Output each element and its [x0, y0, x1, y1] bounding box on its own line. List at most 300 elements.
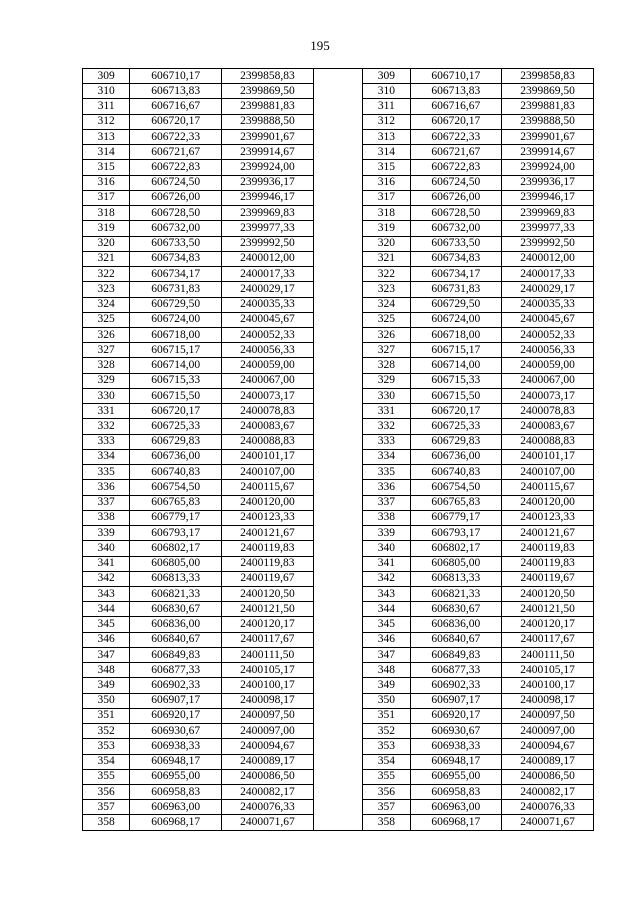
left-x-coordinate-cell: 606713,83: [130, 84, 222, 99]
column-gap: [313, 190, 362, 205]
table-row: [83, 510, 594, 525]
right-y-coordinate-cell: 2400105,17: [502, 663, 594, 678]
left-point-number-cell: 325: [83, 312, 130, 327]
left-x-coordinate-cell: 606729,83: [130, 434, 222, 449]
right-y-coordinate-cell: 2400083,67: [502, 419, 594, 434]
right-x-coordinate-cell: 606930,67: [410, 724, 502, 739]
table-row: [83, 495, 594, 510]
right-point-number-cell: 321: [363, 251, 410, 266]
left-x-coordinate-cell: 606840,67: [130, 632, 222, 647]
table-row: [83, 785, 594, 800]
right-x-coordinate-cell: 606728,50: [410, 206, 502, 221]
right-y-coordinate-cell: 2400121,67: [502, 526, 594, 541]
right-point-number-cell: 350: [363, 693, 410, 708]
column-gap: [313, 99, 362, 114]
left-y-coordinate-cell: 2400012,00: [222, 251, 314, 266]
right-y-coordinate-cell: 2399869,50: [502, 84, 594, 99]
left-point-number-cell: 330: [83, 388, 130, 403]
column-gap: [313, 312, 362, 327]
right-y-coordinate-cell: 2400094,67: [502, 739, 594, 754]
table-row: [83, 145, 594, 160]
column-gap: [313, 404, 362, 419]
column-gap: [313, 510, 362, 525]
table-row: [83, 617, 594, 632]
right-y-coordinate-cell: 2399924,00: [502, 160, 594, 175]
left-y-coordinate-cell: 2400097,50: [222, 708, 314, 723]
left-point-number-cell: 320: [83, 236, 130, 251]
left-point-number-cell: 355: [83, 769, 130, 784]
right-point-number-cell: 351: [363, 708, 410, 723]
left-point-number-cell: 338: [83, 510, 130, 525]
left-x-coordinate-cell: 606715,17: [130, 343, 222, 358]
left-point-number-cell: 326: [83, 327, 130, 342]
right-x-coordinate-cell: 606720,17: [410, 404, 502, 419]
table-row: [83, 99, 594, 114]
left-y-coordinate-cell: 2400101,17: [222, 449, 314, 464]
table-row: [83, 327, 594, 342]
left-point-number-cell: 324: [83, 297, 130, 312]
left-y-coordinate-cell: 2399936,17: [222, 175, 314, 190]
left-y-coordinate-cell: 2400052,33: [222, 327, 314, 342]
column-gap: [313, 617, 362, 632]
table-row: [83, 175, 594, 190]
right-x-coordinate-cell: 606721,67: [410, 145, 502, 160]
right-point-number-cell: 354: [363, 754, 410, 769]
left-y-coordinate-cell: 2399888,50: [222, 114, 314, 129]
left-x-coordinate-cell: 606720,17: [130, 114, 222, 129]
left-y-coordinate-cell: 2400086,50: [222, 769, 314, 784]
table-row: [83, 739, 594, 754]
right-x-coordinate-cell: 606955,00: [410, 769, 502, 784]
left-y-coordinate-cell: 2400121,67: [222, 526, 314, 541]
right-point-number-cell: 348: [363, 663, 410, 678]
left-point-number-cell: 316: [83, 175, 130, 190]
left-y-coordinate-cell: 2400100,17: [222, 678, 314, 693]
table-row: [83, 800, 594, 815]
left-point-number-cell: 346: [83, 632, 130, 647]
table-row: [83, 556, 594, 571]
left-y-coordinate-cell: 2400035,33: [222, 297, 314, 312]
right-y-coordinate-cell: 2399977,33: [502, 221, 594, 236]
left-y-coordinate-cell: 2400120,17: [222, 617, 314, 632]
right-x-coordinate-cell: 606813,33: [410, 571, 502, 586]
left-point-number-cell: 350: [83, 693, 130, 708]
left-y-coordinate-cell: 2400097,00: [222, 724, 314, 739]
left-x-coordinate-cell: 606734,17: [130, 267, 222, 282]
right-x-coordinate-cell: 606710,17: [410, 69, 502, 84]
left-y-coordinate-cell: 2399977,33: [222, 221, 314, 236]
right-x-coordinate-cell: 606724,00: [410, 312, 502, 327]
right-point-number-cell: 312: [363, 114, 410, 129]
left-y-coordinate-cell: 2399924,00: [222, 160, 314, 175]
table-row: [83, 358, 594, 373]
left-y-coordinate-cell: 2399946,17: [222, 190, 314, 205]
right-y-coordinate-cell: 2400097,50: [502, 708, 594, 723]
right-y-coordinate-cell: 2400117,67: [502, 632, 594, 647]
right-x-coordinate-cell: 606948,17: [410, 754, 502, 769]
left-x-coordinate-cell: 606733,50: [130, 236, 222, 251]
left-y-coordinate-cell: 2399858,83: [222, 69, 314, 84]
right-y-coordinate-cell: 2400120,00: [502, 495, 594, 510]
left-x-coordinate-cell: 606726,00: [130, 190, 222, 205]
left-y-coordinate-cell: 2400107,00: [222, 465, 314, 480]
table-row: [83, 343, 594, 358]
right-y-coordinate-cell: 2400078,83: [502, 404, 594, 419]
right-point-number-cell: 353: [363, 739, 410, 754]
right-y-coordinate-cell: 2399888,50: [502, 114, 594, 129]
left-y-coordinate-cell: 2400071,67: [222, 815, 314, 830]
right-point-number-cell: 323: [363, 282, 410, 297]
right-x-coordinate-cell: 606830,67: [410, 602, 502, 617]
right-y-coordinate-cell: 2400045,67: [502, 312, 594, 327]
right-point-number-cell: 324: [363, 297, 410, 312]
left-point-number-cell: 354: [83, 754, 130, 769]
column-gap: [313, 495, 362, 510]
left-x-coordinate-cell: 606938,33: [130, 739, 222, 754]
column-gap: [313, 541, 362, 556]
left-y-coordinate-cell: 2400017,33: [222, 267, 314, 282]
left-y-coordinate-cell: 2400083,67: [222, 419, 314, 434]
right-y-coordinate-cell: 2400121,50: [502, 602, 594, 617]
right-x-coordinate-cell: 606877,33: [410, 663, 502, 678]
table-row: [83, 221, 594, 236]
column-gap: [313, 251, 362, 266]
left-x-coordinate-cell: 606721,67: [130, 145, 222, 160]
right-y-coordinate-cell: 2399969,83: [502, 206, 594, 221]
table-row: [83, 480, 594, 495]
right-x-coordinate-cell: 606713,83: [410, 84, 502, 99]
right-x-coordinate-cell: 606722,33: [410, 129, 502, 144]
table-row: [83, 815, 594, 830]
right-y-coordinate-cell: 2400120,50: [502, 586, 594, 601]
right-point-number-cell: 339: [363, 526, 410, 541]
table-row: [83, 160, 594, 175]
right-x-coordinate-cell: 606902,33: [410, 678, 502, 693]
right-point-number-cell: 338: [363, 510, 410, 525]
right-point-number-cell: 311: [363, 99, 410, 114]
right-y-coordinate-cell: 2400101,17: [502, 449, 594, 464]
left-x-coordinate-cell: 606710,17: [130, 69, 222, 84]
right-point-number-cell: 333: [363, 434, 410, 449]
left-x-coordinate-cell: 606849,83: [130, 647, 222, 662]
right-y-coordinate-cell: 2400056,33: [502, 343, 594, 358]
left-y-coordinate-cell: 2400121,50: [222, 602, 314, 617]
left-y-coordinate-cell: 2399914,67: [222, 145, 314, 160]
left-y-coordinate-cell: 2400073,17: [222, 388, 314, 403]
left-x-coordinate-cell: 606728,50: [130, 206, 222, 221]
right-point-number-cell: 313: [363, 129, 410, 144]
right-x-coordinate-cell: 606938,33: [410, 739, 502, 754]
table-row: [83, 693, 594, 708]
left-x-coordinate-cell: 606740,83: [130, 465, 222, 480]
right-y-coordinate-cell: 2400052,33: [502, 327, 594, 342]
left-y-coordinate-cell: 2400115,67: [222, 480, 314, 495]
right-point-number-cell: 319: [363, 221, 410, 236]
left-point-number-cell: 340: [83, 541, 130, 556]
page-number: 195: [310, 38, 330, 53]
column-gap: [313, 221, 362, 236]
left-x-coordinate-cell: 606731,83: [130, 282, 222, 297]
table-row: [83, 647, 594, 662]
column-gap: [313, 206, 362, 221]
right-point-number-cell: 322: [363, 267, 410, 282]
left-point-number-cell: 318: [83, 206, 130, 221]
left-y-coordinate-cell: 2400094,67: [222, 739, 314, 754]
table-row: [83, 586, 594, 601]
left-y-coordinate-cell: 2400120,50: [222, 586, 314, 601]
left-point-number-cell: 351: [83, 708, 130, 723]
right-y-coordinate-cell: 2400076,33: [502, 800, 594, 815]
right-point-number-cell: 347: [363, 647, 410, 662]
right-x-coordinate-cell: 606720,17: [410, 114, 502, 129]
left-y-coordinate-cell: 2399969,83: [222, 206, 314, 221]
left-x-coordinate-cell: 606779,17: [130, 510, 222, 525]
left-x-coordinate-cell: 606963,00: [130, 800, 222, 815]
left-x-coordinate-cell: 606722,33: [130, 129, 222, 144]
right-point-number-cell: 330: [363, 388, 410, 403]
right-y-coordinate-cell: 2400107,00: [502, 465, 594, 480]
table-row: [83, 206, 594, 221]
left-x-coordinate-cell: 606877,33: [130, 663, 222, 678]
column-gap: [313, 754, 362, 769]
right-x-coordinate-cell: 606821,33: [410, 586, 502, 601]
left-point-number-cell: 349: [83, 678, 130, 693]
left-y-coordinate-cell: 2400105,17: [222, 663, 314, 678]
left-y-coordinate-cell: 2400119,83: [222, 541, 314, 556]
table-row: [83, 282, 594, 297]
right-x-coordinate-cell: 606779,17: [410, 510, 502, 525]
left-x-coordinate-cell: 606948,17: [130, 754, 222, 769]
left-point-number-cell: 319: [83, 221, 130, 236]
left-x-coordinate-cell: 606734,83: [130, 251, 222, 266]
right-y-coordinate-cell: 2399936,17: [502, 175, 594, 190]
left-point-number-cell: 344: [83, 602, 130, 617]
table-row: [83, 251, 594, 266]
column-gap: [313, 571, 362, 586]
right-x-coordinate-cell: 606836,00: [410, 617, 502, 632]
column-gap: [313, 327, 362, 342]
left-x-coordinate-cell: 606715,50: [130, 388, 222, 403]
left-point-number-cell: 327: [83, 343, 130, 358]
right-y-coordinate-cell: 2400089,17: [502, 754, 594, 769]
column-gap: [313, 373, 362, 388]
left-point-number-cell: 348: [83, 663, 130, 678]
left-x-coordinate-cell: 606714,00: [130, 358, 222, 373]
right-x-coordinate-cell: 606729,83: [410, 434, 502, 449]
left-y-coordinate-cell: 2400029,17: [222, 282, 314, 297]
left-y-coordinate-cell: 2400059,00: [222, 358, 314, 373]
table-row: [83, 769, 594, 784]
column-gap: [313, 434, 362, 449]
left-point-number-cell: 352: [83, 724, 130, 739]
right-point-number-cell: 317: [363, 190, 410, 205]
column-gap: [313, 602, 362, 617]
left-y-coordinate-cell: 2400089,17: [222, 754, 314, 769]
left-y-coordinate-cell: 2400067,00: [222, 373, 314, 388]
right-x-coordinate-cell: 606724,50: [410, 175, 502, 190]
table-row: [83, 388, 594, 403]
table-row: [83, 465, 594, 480]
right-x-coordinate-cell: 606802,17: [410, 541, 502, 556]
column-gap: [313, 632, 362, 647]
right-x-coordinate-cell: 606733,50: [410, 236, 502, 251]
left-x-coordinate-cell: 606836,00: [130, 617, 222, 632]
left-x-coordinate-cell: 606722,83: [130, 160, 222, 175]
column-gap: [313, 785, 362, 800]
right-x-coordinate-cell: 606740,83: [410, 465, 502, 480]
left-point-number-cell: 335: [83, 465, 130, 480]
left-y-coordinate-cell: 2400098,17: [222, 693, 314, 708]
right-y-coordinate-cell: 2400120,17: [502, 617, 594, 632]
right-x-coordinate-cell: 606920,17: [410, 708, 502, 723]
right-y-coordinate-cell: 2400071,67: [502, 815, 594, 830]
right-point-number-cell: 355: [363, 769, 410, 784]
right-point-number-cell: 314: [363, 145, 410, 160]
column-gap: [313, 419, 362, 434]
table-row: [83, 678, 594, 693]
right-x-coordinate-cell: 606715,17: [410, 343, 502, 358]
right-x-coordinate-cell: 606793,17: [410, 526, 502, 541]
right-y-coordinate-cell: 2400098,17: [502, 693, 594, 708]
right-point-number-cell: 342: [363, 571, 410, 586]
right-x-coordinate-cell: 606907,17: [410, 693, 502, 708]
column-gap: [313, 708, 362, 723]
left-point-number-cell: 317: [83, 190, 130, 205]
right-y-coordinate-cell: 2400073,17: [502, 388, 594, 403]
right-x-coordinate-cell: 606718,00: [410, 327, 502, 342]
left-x-coordinate-cell: 606720,17: [130, 404, 222, 419]
right-x-coordinate-cell: 606722,83: [410, 160, 502, 175]
left-x-coordinate-cell: 606958,83: [130, 785, 222, 800]
right-point-number-cell: 352: [363, 724, 410, 739]
left-point-number-cell: 357: [83, 800, 130, 815]
left-x-coordinate-cell: 606902,33: [130, 678, 222, 693]
right-x-coordinate-cell: 606729,50: [410, 297, 502, 312]
left-point-number-cell: 310: [83, 84, 130, 99]
coordinates-table-body: [83, 69, 594, 831]
right-point-number-cell: 343: [363, 586, 410, 601]
left-point-number-cell: 309: [83, 69, 130, 84]
column-gap: [313, 556, 362, 571]
right-y-coordinate-cell: 2400088,83: [502, 434, 594, 449]
column-gap: [313, 800, 362, 815]
right-point-number-cell: 328: [363, 358, 410, 373]
right-x-coordinate-cell: 606958,83: [410, 785, 502, 800]
left-y-coordinate-cell: 2400076,33: [222, 800, 314, 815]
left-y-coordinate-cell: 2399869,50: [222, 84, 314, 99]
left-point-number-cell: 342: [83, 571, 130, 586]
right-x-coordinate-cell: 606849,83: [410, 647, 502, 662]
left-point-number-cell: 336: [83, 480, 130, 495]
left-x-coordinate-cell: 606732,00: [130, 221, 222, 236]
left-point-number-cell: 339: [83, 526, 130, 541]
right-y-coordinate-cell: 2400119,83: [502, 541, 594, 556]
column-gap: [313, 769, 362, 784]
table-row: [83, 754, 594, 769]
left-y-coordinate-cell: 2400088,83: [222, 434, 314, 449]
left-x-coordinate-cell: 606955,00: [130, 769, 222, 784]
right-y-coordinate-cell: 2400115,67: [502, 480, 594, 495]
right-x-coordinate-cell: 606731,83: [410, 282, 502, 297]
table-row: [83, 419, 594, 434]
right-point-number-cell: 310: [363, 84, 410, 99]
left-point-number-cell: 329: [83, 373, 130, 388]
right-y-coordinate-cell: 2399992,50: [502, 236, 594, 251]
left-point-number-cell: 312: [83, 114, 130, 129]
right-point-number-cell: 332: [363, 419, 410, 434]
right-point-number-cell: 329: [363, 373, 410, 388]
left-x-coordinate-cell: 606907,17: [130, 693, 222, 708]
left-point-number-cell: 343: [83, 586, 130, 601]
left-point-number-cell: 337: [83, 495, 130, 510]
left-x-coordinate-cell: 606830,67: [130, 602, 222, 617]
column-gap: [313, 815, 362, 830]
left-x-coordinate-cell: 606805,00: [130, 556, 222, 571]
left-x-coordinate-cell: 606718,00: [130, 327, 222, 342]
column-gap: [313, 663, 362, 678]
left-x-coordinate-cell: 606793,17: [130, 526, 222, 541]
right-x-coordinate-cell: 606732,00: [410, 221, 502, 236]
left-x-coordinate-cell: 606930,67: [130, 724, 222, 739]
table-row: [83, 449, 594, 464]
left-x-coordinate-cell: 606729,50: [130, 297, 222, 312]
left-x-coordinate-cell: 606736,00: [130, 449, 222, 464]
right-y-coordinate-cell: 2399946,17: [502, 190, 594, 205]
table-row: [83, 129, 594, 144]
column-gap: [313, 297, 362, 312]
left-x-coordinate-cell: 606802,17: [130, 541, 222, 556]
left-x-coordinate-cell: 606716,67: [130, 99, 222, 114]
table-row: [83, 69, 594, 84]
right-x-coordinate-cell: 606736,00: [410, 449, 502, 464]
column-gap: [313, 388, 362, 403]
right-point-number-cell: 316: [363, 175, 410, 190]
column-gap: [313, 69, 362, 84]
table-row: [83, 190, 594, 205]
right-point-number-cell: 341: [363, 556, 410, 571]
left-y-coordinate-cell: 2399992,50: [222, 236, 314, 251]
right-y-coordinate-cell: 2400017,33: [502, 267, 594, 282]
left-y-coordinate-cell: 2400117,67: [222, 632, 314, 647]
left-x-coordinate-cell: 606724,00: [130, 312, 222, 327]
table-row: [83, 602, 594, 617]
column-gap: [313, 678, 362, 693]
column-gap: [313, 129, 362, 144]
left-point-number-cell: 341: [83, 556, 130, 571]
right-point-number-cell: 318: [363, 206, 410, 221]
column-gap: [313, 358, 362, 373]
table-row: [83, 236, 594, 251]
left-y-coordinate-cell: 2400120,00: [222, 495, 314, 510]
left-y-coordinate-cell: 2400078,83: [222, 404, 314, 419]
column-gap: [313, 343, 362, 358]
right-y-coordinate-cell: 2400111,50: [502, 647, 594, 662]
column-gap: [313, 647, 362, 662]
table-row: [83, 663, 594, 678]
right-y-coordinate-cell: 2400119,67: [502, 571, 594, 586]
left-point-number-cell: 345: [83, 617, 130, 632]
left-x-coordinate-cell: 606813,33: [130, 571, 222, 586]
right-x-coordinate-cell: 606716,67: [410, 99, 502, 114]
left-y-coordinate-cell: 2400119,67: [222, 571, 314, 586]
left-x-coordinate-cell: 606725,33: [130, 419, 222, 434]
right-point-number-cell: 325: [363, 312, 410, 327]
column-gap: [313, 236, 362, 251]
column-gap: [313, 465, 362, 480]
left-point-number-cell: 331: [83, 404, 130, 419]
left-point-number-cell: 356: [83, 785, 130, 800]
left-point-number-cell: 314: [83, 145, 130, 160]
